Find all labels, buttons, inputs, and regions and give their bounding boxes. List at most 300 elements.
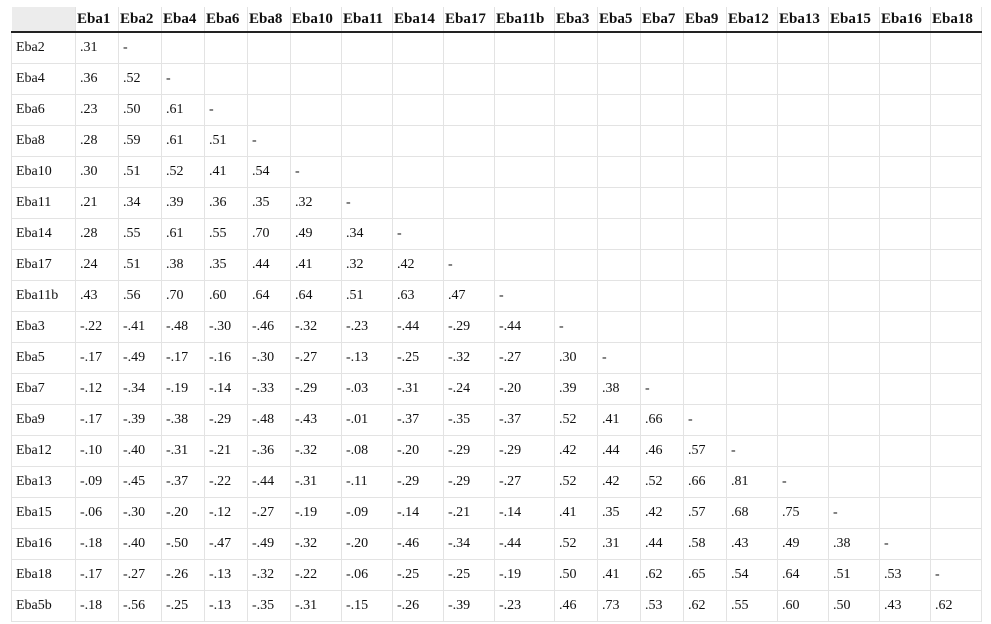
table-cell: .51: [119, 250, 162, 281]
table-cell: -.18: [76, 591, 119, 622]
table-cell: .42: [555, 436, 598, 467]
table-cell: .49: [778, 529, 829, 560]
table-cell: .41: [598, 560, 641, 591]
table-cell: [248, 95, 291, 126]
table-cell: [555, 188, 598, 219]
row-header: Eba13: [12, 467, 76, 498]
table-cell: -.27: [291, 343, 342, 374]
table-cell: -.23: [495, 591, 555, 622]
table-cell: -.31: [291, 467, 342, 498]
table-cell: [555, 126, 598, 157]
table-cell: -.40: [119, 529, 162, 560]
column-header: Eba18: [931, 7, 982, 32]
table-cell: -.20: [342, 529, 393, 560]
table-cell: [444, 188, 495, 219]
table-cell: [495, 219, 555, 250]
table-cell: [641, 250, 684, 281]
table-cell: [880, 157, 931, 188]
table-cell: -.38: [162, 405, 205, 436]
table-cell: .34: [342, 219, 393, 250]
table-cell: -.48: [162, 312, 205, 343]
table-cell: [829, 32, 880, 64]
table-cell: [205, 64, 248, 95]
table-cell: [727, 157, 778, 188]
table-cell: [598, 188, 641, 219]
table-cell: .23: [76, 95, 119, 126]
table-cell: -.26: [162, 560, 205, 591]
table-cell: -.37: [495, 405, 555, 436]
table-cell: [931, 498, 982, 529]
table-cell: [291, 64, 342, 95]
table-cell: -.29: [205, 405, 248, 436]
table-cell: [880, 498, 931, 529]
column-header: Eba4: [162, 7, 205, 32]
table-cell: [931, 405, 982, 436]
table-cell: [495, 157, 555, 188]
table-cell: [342, 95, 393, 126]
table-cell: [495, 95, 555, 126]
table-cell: -.01: [342, 405, 393, 436]
table-cell: [931, 32, 982, 64]
table-cell: [727, 95, 778, 126]
table-cell: [684, 32, 727, 64]
table-cell: -.46: [248, 312, 291, 343]
table-cell: -.19: [162, 374, 205, 405]
table-cell: [393, 32, 444, 64]
table-cell: .52: [119, 64, 162, 95]
table-cell: .39: [162, 188, 205, 219]
table-cell: .62: [684, 591, 727, 622]
table-cell: [684, 281, 727, 312]
table-row: [12, 64, 982, 95]
table-cell: -.20: [162, 498, 205, 529]
table-cell: [880, 32, 931, 64]
table-cell: [880, 343, 931, 374]
table-cell: -.29: [495, 436, 555, 467]
table-cell: [444, 32, 495, 64]
table-cell: -.44: [393, 312, 444, 343]
table-cell: .36: [205, 188, 248, 219]
table-cell: .38: [162, 250, 205, 281]
table-cell: [495, 64, 555, 95]
table-cell: .46: [641, 436, 684, 467]
table-cell: .41: [205, 157, 248, 188]
table-cell: [727, 126, 778, 157]
row-header: Eba11b: [12, 281, 76, 312]
table-cell: [778, 312, 829, 343]
table-cell: -.17: [76, 405, 119, 436]
row-header: Eba12: [12, 436, 76, 467]
table-cell: -: [393, 219, 444, 250]
table-cell: [555, 219, 598, 250]
table-row: [12, 219, 982, 250]
table-cell: .50: [829, 591, 880, 622]
table-cell: .30: [76, 157, 119, 188]
table-cell: .47: [444, 281, 495, 312]
table-cell: [778, 250, 829, 281]
table-cell: [829, 281, 880, 312]
table-body: [12, 32, 982, 622]
table-cell: [444, 219, 495, 250]
table-cell: -.25: [393, 560, 444, 591]
correlation-table-wrapper: [11, 7, 982, 622]
table-cell: -.32: [248, 560, 291, 591]
table-cell: .36: [76, 64, 119, 95]
table-row: [12, 157, 982, 188]
table-cell: -.44: [248, 467, 291, 498]
table-cell: [598, 219, 641, 250]
table-cell: [684, 312, 727, 343]
table-cell: [880, 436, 931, 467]
table-cell: .64: [778, 560, 829, 591]
table-cell: .52: [641, 467, 684, 498]
table-cell: [727, 188, 778, 219]
table-cell: [641, 157, 684, 188]
table-cell: [778, 436, 829, 467]
table-cell: [829, 126, 880, 157]
table-header: [12, 7, 982, 32]
table-cell: -.27: [495, 343, 555, 374]
column-header: Eba3: [555, 7, 598, 32]
table-cell: .51: [119, 157, 162, 188]
table-cell: [684, 64, 727, 95]
table-cell: -.18: [76, 529, 119, 560]
table-row: [12, 591, 982, 622]
table-cell: [444, 64, 495, 95]
table-cell: [598, 126, 641, 157]
table-cell: .61: [162, 219, 205, 250]
table-cell: -.31: [393, 374, 444, 405]
table-cell: -.24: [444, 374, 495, 405]
table-cell: [727, 343, 778, 374]
row-header: Eba17: [12, 250, 76, 281]
table-cell: -.37: [393, 405, 444, 436]
table-cell: [931, 157, 982, 188]
table-cell: .34: [119, 188, 162, 219]
table-cell: -.09: [76, 467, 119, 498]
table-cell: -.25: [393, 343, 444, 374]
table-cell: .32: [291, 188, 342, 219]
table-cell: -.26: [393, 591, 444, 622]
table-cell: .41: [555, 498, 598, 529]
table-cell: -.20: [495, 374, 555, 405]
table-cell: [684, 374, 727, 405]
table-cell: [248, 64, 291, 95]
table-cell: [684, 157, 727, 188]
table-row: [12, 312, 982, 343]
table-cell: [880, 250, 931, 281]
column-header: Eba8: [248, 7, 291, 32]
table-cell: [444, 157, 495, 188]
row-header: Eba6: [12, 95, 76, 126]
table-cell: .55: [205, 219, 248, 250]
table-cell: .65: [684, 560, 727, 591]
table-cell: .81: [727, 467, 778, 498]
table-cell: [684, 250, 727, 281]
table-cell: [291, 32, 342, 64]
table-cell: .62: [931, 591, 982, 622]
table-cell: .51: [342, 281, 393, 312]
table-cell: [727, 219, 778, 250]
table-cell: -.13: [205, 560, 248, 591]
table-cell: .50: [119, 95, 162, 126]
table-cell: -.06: [342, 560, 393, 591]
table-cell: .53: [641, 591, 684, 622]
table-cell: -.29: [444, 467, 495, 498]
table-cell: -.27: [248, 498, 291, 529]
row-header: Eba4: [12, 64, 76, 95]
table-cell: [342, 157, 393, 188]
table-cell: -.44: [495, 529, 555, 560]
table-cell: [829, 343, 880, 374]
table-cell: [778, 219, 829, 250]
table-cell: .50: [555, 560, 598, 591]
table-cell: .68: [727, 498, 778, 529]
table-row: [12, 281, 982, 312]
table-row: [12, 498, 982, 529]
table-cell: [641, 188, 684, 219]
table-row: [12, 32, 982, 64]
table-cell: [778, 281, 829, 312]
table-cell: [931, 188, 982, 219]
table-cell: .54: [727, 560, 778, 591]
table-cell: -.06: [76, 498, 119, 529]
table-cell: -: [880, 529, 931, 560]
table-cell: [829, 95, 880, 126]
table-cell: .31: [76, 32, 119, 64]
table-cell: -.40: [119, 436, 162, 467]
table-cell: [778, 374, 829, 405]
table-cell: -: [555, 312, 598, 343]
table-cell: -.16: [205, 343, 248, 374]
column-header: Eba7: [641, 7, 684, 32]
table-row: [12, 188, 982, 219]
table-cell: .35: [205, 250, 248, 281]
table-cell: [162, 32, 205, 64]
table-cell: .53: [880, 560, 931, 591]
table-cell: -.13: [205, 591, 248, 622]
table-row: [12, 436, 982, 467]
table-cell: -.30: [205, 312, 248, 343]
table-cell: .75: [778, 498, 829, 529]
row-header: Eba14: [12, 219, 76, 250]
table-cell: .46: [555, 591, 598, 622]
table-cell: .28: [76, 126, 119, 157]
column-header: Eba15: [829, 7, 880, 32]
table-cell: [829, 436, 880, 467]
row-header: Eba16: [12, 529, 76, 560]
table-cell: [829, 467, 880, 498]
table-cell: .24: [76, 250, 119, 281]
table-cell: .42: [598, 467, 641, 498]
table-cell: .43: [880, 591, 931, 622]
table-cell: -: [119, 32, 162, 64]
table-row: [12, 529, 982, 560]
table-cell: -: [248, 126, 291, 157]
table-cell: .38: [829, 529, 880, 560]
table-cell: -.37: [162, 467, 205, 498]
table-cell: [727, 405, 778, 436]
table-cell: [931, 250, 982, 281]
table-cell: -.14: [205, 374, 248, 405]
table-cell: -.14: [393, 498, 444, 529]
table-cell: [444, 95, 495, 126]
table-cell: -.44: [495, 312, 555, 343]
row-header: Eba15: [12, 498, 76, 529]
table-cell: -: [931, 560, 982, 591]
table-cell: [727, 250, 778, 281]
table-cell: [880, 188, 931, 219]
row-header: Eba18: [12, 560, 76, 591]
table-cell: [598, 312, 641, 343]
table-cell: -.50: [162, 529, 205, 560]
row-header: Eba3: [12, 312, 76, 343]
table-cell: [598, 157, 641, 188]
table-cell: [393, 64, 444, 95]
table-cell: -.10: [76, 436, 119, 467]
row-header: Eba10: [12, 157, 76, 188]
table-cell: -.25: [444, 560, 495, 591]
table-cell: [555, 250, 598, 281]
table-cell: [727, 64, 778, 95]
table-cell: [931, 95, 982, 126]
table-cell: [641, 126, 684, 157]
table-cell: -.31: [291, 591, 342, 622]
table-cell: [342, 32, 393, 64]
table-cell: [248, 32, 291, 64]
table-cell: -.47: [205, 529, 248, 560]
table-cell: -.45: [119, 467, 162, 498]
table-cell: -.15: [342, 591, 393, 622]
table-cell: -: [727, 436, 778, 467]
table-cell: [555, 157, 598, 188]
table-cell: -.30: [119, 498, 162, 529]
table-cell: .56: [119, 281, 162, 312]
table-cell: -: [291, 157, 342, 188]
table-cell: [641, 219, 684, 250]
table-cell: .44: [598, 436, 641, 467]
table-cell: [555, 95, 598, 126]
table-cell: .32: [342, 250, 393, 281]
table-cell: [778, 126, 829, 157]
table-cell: .44: [248, 250, 291, 281]
table-cell: [291, 126, 342, 157]
table-cell: -.03: [342, 374, 393, 405]
table-cell: [598, 32, 641, 64]
row-header: Eba5b: [12, 591, 76, 622]
table-cell: -.12: [205, 498, 248, 529]
table-cell: .73: [598, 591, 641, 622]
table-cell: .52: [555, 467, 598, 498]
table-cell: .57: [684, 436, 727, 467]
row-header: Eba5: [12, 343, 76, 374]
table-cell: -.32: [444, 343, 495, 374]
header-row: [12, 7, 982, 32]
table-cell: -.46: [393, 529, 444, 560]
table-cell: -.49: [119, 343, 162, 374]
table-cell: .41: [291, 250, 342, 281]
table-cell: -: [598, 343, 641, 374]
table-cell: -.22: [291, 560, 342, 591]
table-cell: [495, 250, 555, 281]
table-cell: -.22: [76, 312, 119, 343]
table-cell: [829, 219, 880, 250]
table-cell: .42: [393, 250, 444, 281]
table-cell: [778, 32, 829, 64]
table-cell: [829, 250, 880, 281]
table-cell: .70: [248, 219, 291, 250]
column-header: Eba11: [342, 7, 393, 32]
table-cell: [931, 219, 982, 250]
table-cell: [598, 64, 641, 95]
column-header: Eba10: [291, 7, 342, 32]
row-header: Eba9: [12, 405, 76, 436]
table-row: [12, 126, 982, 157]
table-cell: [684, 188, 727, 219]
table-cell: [778, 188, 829, 219]
table-cell: [931, 64, 982, 95]
table-cell: -.39: [444, 591, 495, 622]
table-cell: -.29: [393, 467, 444, 498]
table-cell: [931, 126, 982, 157]
table-cell: .64: [291, 281, 342, 312]
table-cell: -.36: [248, 436, 291, 467]
table-cell: [684, 95, 727, 126]
table-cell: .43: [76, 281, 119, 312]
table-cell: [880, 219, 931, 250]
table-cell: [931, 467, 982, 498]
table-cell: [880, 126, 931, 157]
table-cell: [444, 126, 495, 157]
table-cell: [393, 95, 444, 126]
table-cell: [684, 343, 727, 374]
table-cell: -.49: [248, 529, 291, 560]
table-cell: .66: [684, 467, 727, 498]
table-cell: -.43: [291, 405, 342, 436]
table-cell: .52: [162, 157, 205, 188]
table-cell: [555, 32, 598, 64]
table-cell: [829, 64, 880, 95]
table-cell: [393, 188, 444, 219]
table-cell: .61: [162, 95, 205, 126]
table-cell: .52: [555, 529, 598, 560]
row-header: Eba7: [12, 374, 76, 405]
table-cell: [829, 405, 880, 436]
table-cell: .43: [727, 529, 778, 560]
table-cell: -.32: [291, 436, 342, 467]
table-cell: [495, 188, 555, 219]
table-row: [12, 405, 982, 436]
table-row: [12, 343, 982, 374]
table-cell: [880, 281, 931, 312]
table-cell: .63: [393, 281, 444, 312]
table-row: [12, 250, 982, 281]
table-cell: -.56: [119, 591, 162, 622]
table-cell: -: [684, 405, 727, 436]
table-cell: -.31: [162, 436, 205, 467]
table-cell: [684, 219, 727, 250]
column-header: Eba6: [205, 7, 248, 32]
table-cell: -.34: [119, 374, 162, 405]
table-cell: [555, 64, 598, 95]
table-cell: [598, 281, 641, 312]
table-cell: -: [829, 498, 880, 529]
table-cell: .39: [555, 374, 598, 405]
table-cell: -.22: [205, 467, 248, 498]
table-cell: [829, 157, 880, 188]
table-cell: -.08: [342, 436, 393, 467]
table-cell: -.35: [444, 405, 495, 436]
